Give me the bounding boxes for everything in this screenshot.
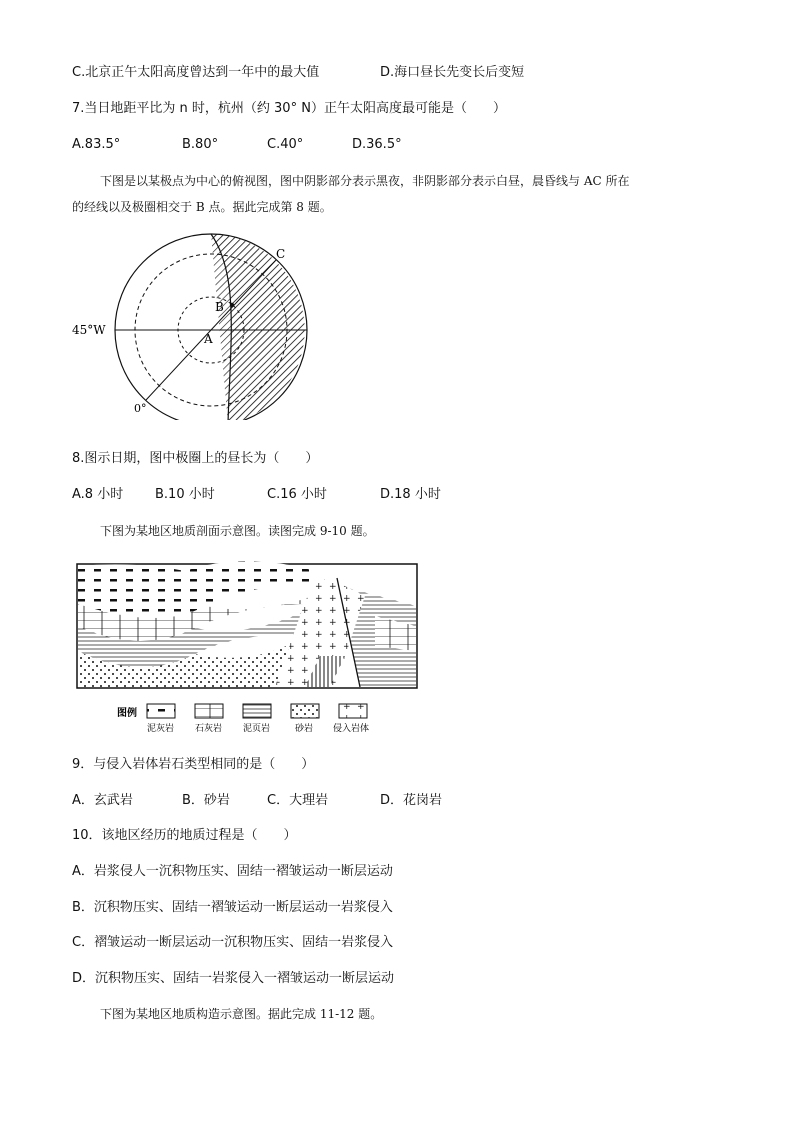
- intro-q8-line1: 下图是以某极点为中心的俯视图，图中阴影部分表示黑夜，非阴影部分表示白昼，晨昏线与 AC 所在: [100, 174, 630, 188]
- label-45w: 45°W: [72, 323, 106, 337]
- q8-option-a: A.8 小时: [72, 487, 124, 502]
- legend-shale: [243, 704, 271, 734]
- label-0: 0°: [134, 402, 147, 415]
- q10-option-c: C．褶皱运动一断层运动一沉积物压实、固结一岩浆侵入: [72, 935, 394, 950]
- q6-option-c: C.北京正午太阳高度曾达到一年中的最大值: [72, 65, 320, 80]
- label-b: B: [215, 300, 224, 314]
- q9-option-d: D．花岗岩: [380, 793, 443, 808]
- svg-text:泥灰岩: 泥灰岩: [147, 724, 175, 734]
- q7-option-c: C.40°: [267, 137, 304, 152]
- q10-option-d: D．沉积物压实、固结一岩浆侵入一褶皱运动一断层运动: [72, 971, 395, 986]
- label-a: A: [204, 332, 213, 346]
- q7-option-d: D.36.5°: [352, 137, 402, 152]
- q7-option-b: B.80°: [182, 137, 219, 152]
- svg-text:砂岩: 砂岩: [295, 724, 314, 734]
- intro-q11: 下图为某地区地质构造示意图。据此完成 11-12 题。: [100, 1007, 383, 1021]
- q9-option-b: B．砂岩: [182, 793, 230, 808]
- q8-option-c: C.16 小时: [267, 487, 327, 502]
- svg-text:侵入岩体: 侵入岩体: [333, 724, 370, 734]
- legend-sandstone: [291, 704, 319, 734]
- q8-stem: 8.图示日期，图中极圈上的昼长为（ ）: [72, 451, 319, 466]
- geologic-section-figure: [75, 556, 425, 736]
- q6-option-d: D.海口昼长先变长后变短: [380, 65, 525, 80]
- intro-q8-line2: 的经线以及极圈相交于 B 点。据此完成第 8 题。: [72, 200, 332, 214]
- point-b: [230, 303, 234, 307]
- polar-view-figure: [70, 225, 320, 420]
- legend: [117, 704, 369, 734]
- q9-option-a: A．玄武岩: [72, 793, 133, 808]
- q9-option-c: C．大理岩: [267, 793, 329, 808]
- intro-q9: 下图为某地区地质剖面示意图。读图完成 9-10 题。: [100, 524, 375, 538]
- q8-option-b: B.10 小时: [155, 487, 215, 502]
- label-c: C: [276, 247, 286, 261]
- legend-marl: [147, 704, 175, 734]
- q7-option-a: A.83.5°: [72, 137, 121, 152]
- q7-stem: 7.当日地距平比为 n 时，杭州（约 30° N）正午太阳高度最可能是（ ）: [72, 101, 506, 116]
- meridian-0: [146, 330, 211, 400]
- legend-title: 图例: [117, 708, 137, 719]
- q10-option-a: A．岩浆侵人一沉积物压实、固结一褶皱运动一断层运动: [72, 864, 393, 879]
- q10-option-b: B．沉积物压实、固结一褶皱运动一断层运动一岩浆侵入: [72, 900, 393, 915]
- q8-option-d: D.18 小时: [380, 487, 441, 502]
- q10-stem: 10．该地区经历的地质过程是（ ）: [72, 828, 297, 843]
- svg-text:泥页岩: 泥页岩: [243, 724, 271, 734]
- legend-limestone: [195, 704, 223, 734]
- legend-intrusion: [333, 704, 369, 734]
- q9-stem: 9．与侵入岩体岩石类型相同的是（ ）: [72, 757, 315, 772]
- svg-text:石灰岩: 石灰岩: [195, 724, 223, 734]
